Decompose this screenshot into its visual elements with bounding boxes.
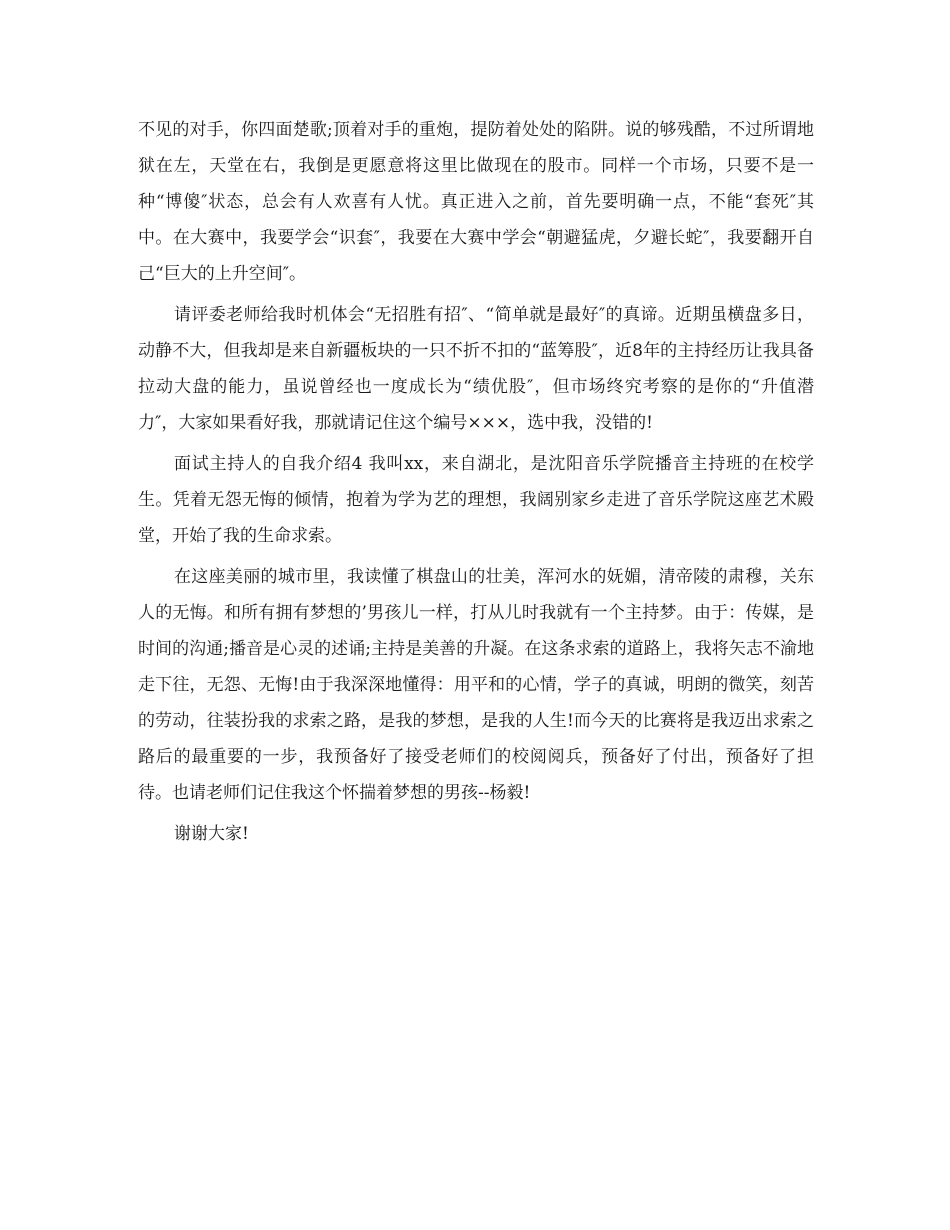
- paragraph-1: 不见的对手，你四面楚歌;顶着对手的重炮，提防着处处的陷阱。说的够残酷，不过所谓地狱在左，天堂在右，我倒是更愿意将这里比做现在的股市。同样一个市场，只要不是一种“博傻″状态，总会有人欢喜有人忧。真正进入之前，首先要明确一点，不能“套死″其中。在大赛中，我要学会“识套″，我要在大赛中学会“朝避猛虎，夕避长蛇″，我要翻开自己“巨大的上升空间″。: [138, 120, 814, 284]
- document-body: [138, 112, 814, 857]
- paragraph-5: 谢谢大家!: [174, 824, 249, 844]
- paragraph-4: 在这座美丽的城市里，我读懂了棋盘山的壮美，浑河水的妩媚，清帝陵的肃穆，关东人的无悔。和所有拥有梦想的’男孩儿一样，打从儿时我就有一个主持梦。由于：传媒，是时间的沟通;播音是心灵的述诵;主持是美善的升凝。在这条求索的道路上，我将矢志不渝地走下往，无怨、无悔!由于我深深地懂得：用平和的心情，学子的真诚，明朗的微笑，刻苦的劳动，往装扮我的求索之路，是我的梦想，是我的人生!而今天的比赛将是我迈出求索之路后的最重要的一步，我预备好了接受老师们的校阅阅兵，预备好了付出，预备好了担待。也请老师们记住我这个怀揣着梦想的男孩--杨毅!: [138, 567, 814, 803]
- paragraph-2: 请评委老师给我时机体会“无招胜有招″、“简单就是最好″的真谛。近期虽横盘多日，动静不大，但我却是来自新疆板块的一只不折不扣的“蓝筹股″，近8年的主持经历让我具备拉动大盘的能力，虽说曾经也一度成长为“绩优股″，但市场终究考察的是你的“升值潜力″，大家如果看好我，那就请记住这个编号×××，选中我，没错的!: [138, 305, 814, 433]
- paragraph-3: 面试主持人的自我介绍4 我叫xx，来自湖北，是沈阳音乐学院播音主持班的在校学生。凭着无怨无悔的倾情，抱着为学为艺的理想，我阔别家乡走进了音乐学院这座艺术殿堂，开始了我的生命求索。: [138, 454, 814, 546]
